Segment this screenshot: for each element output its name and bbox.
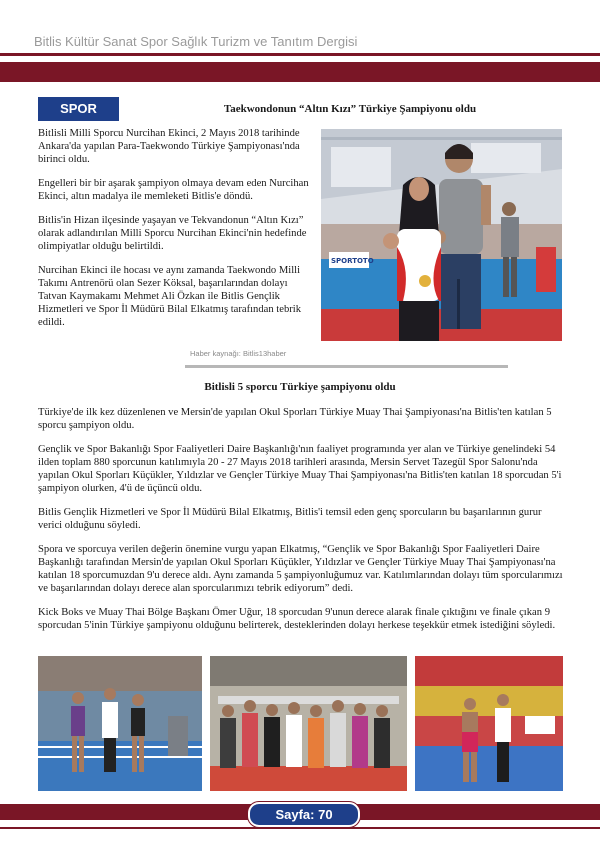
magazine-title: Bitlis Kültür Sanat Spor Sağlık Turizm ve Tanıtım Dergisi	[34, 34, 358, 49]
team-group-photo	[210, 656, 407, 791]
article1-title: Taekwondonun “Altın Kızı” Türkiye Şampiyonu oldu	[223, 103, 477, 115]
article2-title: Bitlisli 5 sporcu Türkiye şampiyonu oldu	[204, 381, 396, 393]
footer-rule	[0, 827, 600, 829]
winner-announcement-photo	[415, 656, 563, 791]
article2-paragraph: Gençlik ve Spor Bakanlığı Spor Faaliyetleri Daire Başkanlığı'nın faaliyet programında yer alan ve Türkiye genelindeki 54 ilden toplam 880 sporcunun katılımıyla 20 - 27 Mayıs 2018 tarihleri arasında, Mersin Servet Tazegül Spor Salonu'nda yapılan Okul Sporları Küçükler, Yıldızlar ve Gençler Türkiye Muay Thai Şampiyonası'na Bitlis'ten katılan 18 sporcudan 5'i şampiyon olurken, 4'ü de üçüncü oldu.	[38, 444, 562, 494]
page-number: Sayfa: 70	[248, 802, 360, 827]
header-rule-thin	[0, 53, 600, 56]
muay-thai-ring-photo	[38, 656, 202, 791]
article-divider	[185, 365, 508, 368]
article2-paragraph: Bitlis Gençlik Hizmetleri ve Spor İl Müdürü Bilal Elkatmış, Bitlis'i temsil eden genç sporcuların bu başarılarının gurur verici olduğunu söyledi.	[38, 507, 542, 531]
article1-paragraph: Bitlis'in Hizan ilçesinde yaşayan ve Tekvandonun “Altın Kızı” olarak adlandırılan Milli Sporcu Nurcihan Ekinci'nin hedefinde olimpiyatlar olduğu belirtildi.	[38, 215, 307, 252]
news-source: Haber kaynağı: Bitlis13haber	[190, 349, 287, 358]
article2-paragraph: Kick Boks ve Muay Thai Bölge Başkanı Ömer Uğur, 18 sporcudan 9'unun derece alarak finale çıktığını ve finale çıkan 9 sporcudan 5'inin Türkiye şampiyonu olduğunu belirterek, desteklerinden dolayı herkese teşekkür etmek istediğini söyledi.	[38, 607, 556, 631]
header-band	[0, 62, 600, 82]
article2-paragraph: Türkiye'de ilk kez düzenlenen ve Mersin'de yapılan Okul Sporları Türkiye Muay Thai Şampiyonası'na Bitlis'ten katılan 5 sporcu şampiyon oldu.	[38, 407, 552, 431]
article1-paragraph: Nurcihan Ekinci ile hocası ve aynı zamanda Taekwondo Milli Takımı Antrenörü olan Sezer Köksal, başarılarından dolayı Tatvan Kaymakamı Mehmet Ali Özkan ile Bitlis Gençlik Hizmetleri ve Spor İl Müdürü Bilal Elkatmış tarafından tebrik edildi.	[38, 265, 302, 328]
article1-body	[38, 127, 316, 340]
athlete-coach-photo	[321, 129, 562, 341]
photo-banner-text: SPORTOTO	[331, 257, 374, 265]
article1-paragraph: Bitlisli Milli Sporcu Nurcihan Ekinci, 2 Mayıs 2018 tarihinde Ankara'da yapılan Para-Taekwondo Türkiye Şampiyonası'nda birinci oldu.	[38, 128, 300, 165]
article1-paragraph: Engelleri bir bir aşarak şampiyon olmaya devam eden Nurcihan Ekinci, altın madalya ile memleketi Bitlis'e döndü.	[38, 178, 309, 202]
section-label: SPOR	[38, 97, 119, 121]
article2-body	[38, 406, 568, 643]
article2-paragraph: Spora ve sporcuya verilen değerin önemine vurgu yapan Elkatmış, “Gençlik ve Spor Bakanlığı Spor Faaliyetleri Daire Başkanlığı tarafından Mersin'de yapılan Okul Sporları Küçükler, Yıldızlar ve Gençler Türkiye Muay Thai Şampiyonası'na katılan 18 sporcumuzdan 9'u derece aldı. Aynı zamanda 5 şampiyonluğumuz var. Katılımlarından dolayı tüm sporcularımızı ve başarılarından dolayı derece alan sporcularımızı tebrik ediyorum” dedi.	[38, 544, 563, 594]
